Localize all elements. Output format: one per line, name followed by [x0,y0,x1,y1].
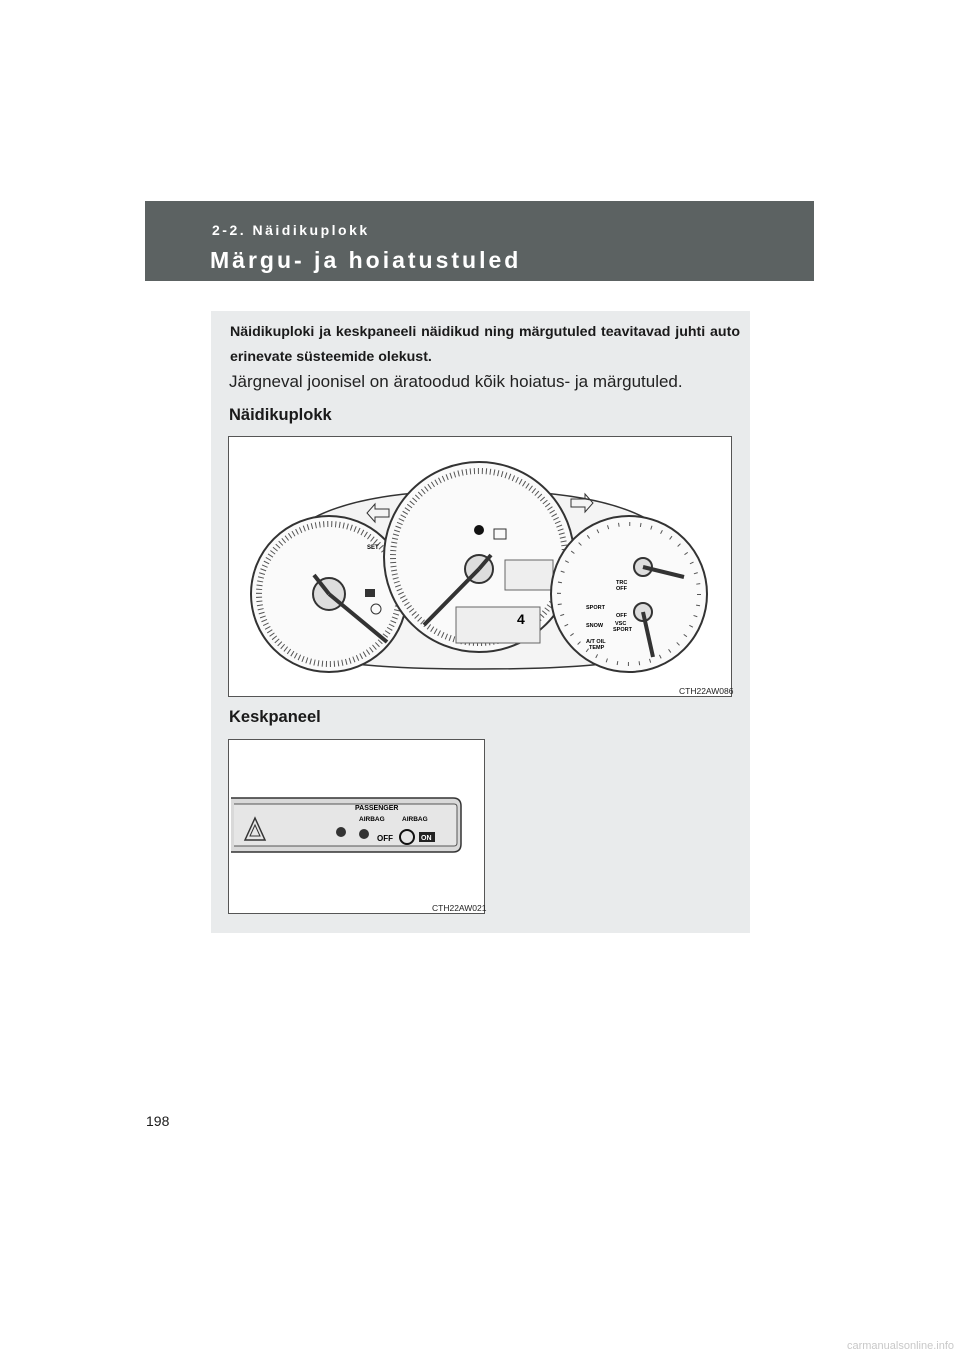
airbag-on-label: ON [421,835,432,842]
section-label: 2-2. Näidikuplokk [212,222,370,238]
indicator-dot-icon [474,525,484,535]
trc-off-label: OFF [616,586,627,592]
cluster-figure [228,436,732,697]
sport-label: SPORT [586,605,605,611]
page-number: 198 [146,1113,170,1129]
passenger-label: PASSENGER [355,805,399,812]
vsc-label: VSC [615,621,627,627]
headlight-icon [365,589,375,597]
set-label: SET [367,545,379,551]
trc-label: TRC [616,580,628,586]
center-panel-illustration [229,740,487,913]
figure-code-center: CTH22AW021 [432,903,487,913]
at-oil-temp-label: TEMP [589,645,605,651]
vsc-sport-label: SPORT [613,627,632,633]
at-oil-label: A/T OIL [586,639,606,645]
center-panel-figure [228,739,485,914]
heading-cluster: Näidikuplokk [229,406,332,424]
cluster-illustration [229,437,734,696]
snow-label: SNOW [586,623,604,629]
airbag-left-label: AIRBAG [359,816,385,823]
gear-indicator: 4 [517,611,525,627]
watermark: carmanualsonline.info [846,1340,954,1352]
heading-center: Keskpaneel [229,708,321,726]
lead-text: Järgneval joonisel on äratoodud kõik hoiatus- ja märgutuled. [229,372,683,391]
figure-code-cluster: CTH22AW086 [679,686,734,696]
seatbelt-reminder-icon [336,827,346,837]
page-title: Märgu- ja hoiatustuled [210,247,522,273]
off-label: OFF [616,613,627,619]
passenger-airbag-icon [359,829,369,839]
intro-text: Näidikuploki ja keskpaneeli näidikud ning märgutuled teavitavad juhti auto erinevate süsteemide olekust. [230,324,740,365]
airbag-right-label: AIRBAG [402,816,428,823]
airbag-off-label: OFF [377,834,393,843]
